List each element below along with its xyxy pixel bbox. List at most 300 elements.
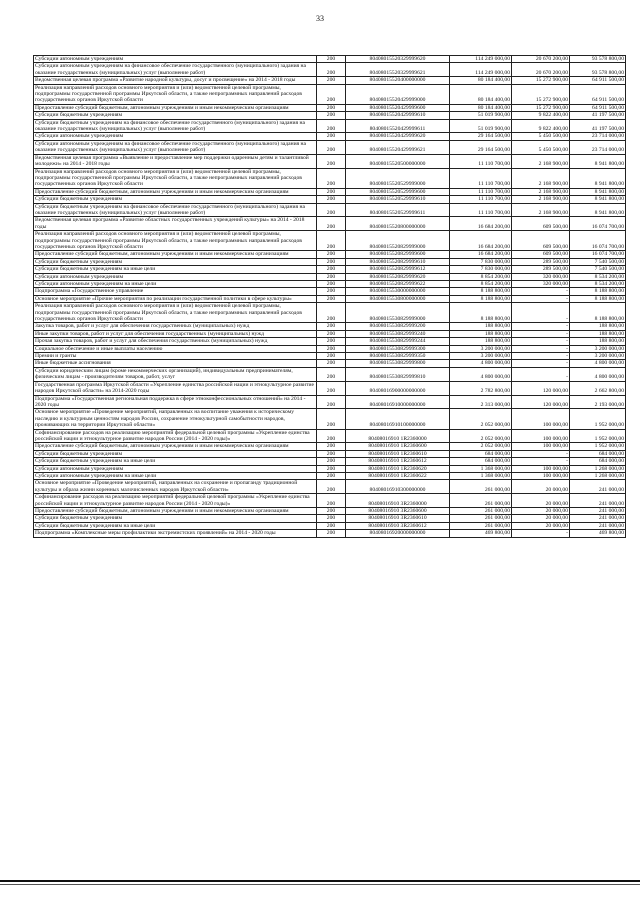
row-amount-1: 8 188 800,00 [450,288,512,295]
table-row [34,353,626,360]
row-classification-code: 80408015520529999600 [346,188,450,195]
row-name: Реализация направлений расходов основного мероприятия и (или) ведомственной целевой программы, подпрограммы государственной программы Иркутской области, а также непрограммных направлений расходов государственных органов Иркутской области [34,168,317,188]
row-code: 200 [317,251,346,258]
row-classification-code: 80408015520829999622 [346,281,450,288]
row-amount-2: 2 168 900,00 [512,203,570,217]
row-amount-2: - [512,458,570,465]
table-row [34,323,626,330]
budget-table-body [34,56,626,538]
row-amount-2: 120 000,00 [512,395,570,409]
row-amount-3: 188 800,00 [570,338,626,345]
row-amount-3: 41 197 500,00 [570,112,626,119]
row-amount-2: - [512,530,570,537]
budget-table [33,55,626,538]
row-code: 200 [317,288,346,295]
row-amount-2: - [512,330,570,337]
row-amount-3: 8 941 800,00 [570,188,626,195]
row-name: Основное мероприятие «Проведение мероприятий, направленных на сохранение и пропаганду традиционной культуры и образа жизни коренных малочисленных народов Иркутской области» [34,480,317,494]
row-amount-3: 16 074 700,00 [570,217,626,231]
row-amount-2: 2 168 900,00 [512,154,570,168]
row-amount-2: - [512,360,570,367]
table-row [34,104,626,111]
row-classification-code: 80408015530829999200 [346,323,450,330]
row-amount-3: 16 074 700,00 [570,231,626,251]
table-row [34,303,626,323]
row-amount-3: 7 540 500,00 [570,258,626,265]
row-amount-3: 3 200 000,00 [570,353,626,360]
row-code: 200 [317,104,346,111]
row-code: 200 [317,217,346,231]
row-amount-1: 4 800 000,00 [450,360,512,367]
bottom-border [0,880,640,882]
row-classification-code: 80408015520829999610 [346,258,450,265]
row-amount-1: 11 110 700,00 [450,188,512,195]
table-row [34,154,626,168]
row-amount-2: 15 272 900,00 [512,77,570,84]
table-row [34,494,626,508]
row-classification-code: 80408015530829999300 [346,345,450,352]
table-row [34,281,626,288]
row-classification-code: 80408015530829999810 [346,367,450,381]
row-amount-2: - [512,323,570,330]
row-classification-code: 80408016910 1R2360612 [346,458,450,465]
row-amount-3: 8 534 200,00 [570,281,626,288]
row-name: Иные бюджетные ассигнования [34,360,317,367]
table-row [34,288,626,295]
table-row [34,338,626,345]
row-amount-1: 8 188 800,00 [450,295,512,302]
table-row [34,480,626,494]
row-code: 200 [317,522,346,529]
row-amount-2: 20 000,00 [512,522,570,529]
row-classification-code: 80408015530829999244 [346,338,450,345]
row-amount-3: 188 800,00 [570,323,626,330]
row-amount-2: 100 000,00 [512,443,570,450]
row-name: Субсидии автономным учреждениям [34,133,317,140]
row-name: Софинансирование расходов на реализацию мероприятий федеральной целевой программы «Укрепление единства российской нации и этнокультурное развитие народов России (2014 - 2020 годы)» [34,494,317,508]
row-amount-1: 261 000,00 [450,508,512,515]
table-row [34,119,626,133]
row-code: 200 [317,266,346,273]
row-code: 200 [317,480,346,494]
row-amount-3: 1 952 000,00 [570,443,626,450]
budget-table-container [33,55,625,538]
row-amount-1: 2 052 000,00 [450,443,512,450]
row-classification-code: 80408015520800000000 [346,217,450,231]
row-classification-code: 80408015530000000000 [346,288,450,295]
row-code: 200 [317,112,346,119]
row-amount-3: 241 000,00 [570,515,626,522]
row-name: Субсидии бюджетным учреждениям на иные цели [34,458,317,465]
row-amount-1: 4 800 000,00 [450,367,512,381]
row-amount-3: 8 534 200,00 [570,273,626,280]
row-amount-3: 16 074 700,00 [570,251,626,258]
table-row [34,522,626,529]
table-row [34,508,626,515]
row-amount-3: 241 000,00 [570,508,626,515]
row-classification-code: 80408016910 1R2360600 [346,443,450,450]
row-amount-1: 261 000,00 [450,522,512,529]
row-amount-2: 2 168 900,00 [512,196,570,203]
row-name: Субсидии автономным учреждениям на финансовое обеспечение государственного (муниципального) задания на оказание государственных (муниципальных) услуг (выполнение работ) [34,63,317,77]
row-code: 200 [317,367,346,381]
row-name: Субсидии автономным учреждениям на финансовое обеспечение государственного (муниципального) задания на оказание государственных (муниципальных) услуг (выполнение работ) [34,140,317,154]
row-code: 200 [317,56,346,63]
row-amount-2: - [512,450,570,457]
row-amount-1: 8 854 200,00 [450,273,512,280]
table-row [34,360,626,367]
row-amount-3: 64 911 500,00 [570,84,626,104]
row-amount-1: 3 200 000,00 [450,353,512,360]
row-code: 200 [317,168,346,188]
row-amount-3: 1 952 000,00 [570,429,626,443]
row-amount-1: 261 000,00 [450,480,512,494]
row-amount-1: 188 800,00 [450,338,512,345]
row-amount-1: 2 052 000,00 [450,409,512,429]
row-amount-3: 93 578 800,00 [570,56,626,63]
row-amount-1: 16 684 200,00 [450,231,512,251]
row-code: 200 [317,273,346,280]
row-name: Иные закупки товаров, работ и услуг для обеспечения государственных (муниципальных) нужд [34,330,317,337]
row-name: Закупка товаров, работ и услуг для обеспечения государственных (муниципальных) нужд [34,323,317,330]
row-amount-1: 7 830 000,00 [450,258,512,265]
row-classification-code: 80408016910 1R2360610 [346,450,450,457]
row-name: Прочая закупка товаров, работ и услуг для обеспечения государственных (муниципальных) нужд [34,338,317,345]
row-amount-1: 29 164 500,00 [450,133,512,140]
row-code: 200 [317,515,346,522]
row-classification-code: 80408015520829999000 [346,231,450,251]
row-code: 200 [317,409,346,429]
row-code: 200 [317,465,346,472]
row-code: 200 [317,77,346,84]
row-amount-1: 2 313 000,00 [450,395,512,409]
row-amount-2: 289 500,00 [512,258,570,265]
row-classification-code: 80408015520429999610 [346,112,450,119]
row-classification-code: 80408015520400000000 [346,77,450,84]
row-amount-2: 100 000,00 [512,465,570,472]
table-row [34,140,626,154]
row-code: 200 [317,84,346,104]
row-amount-2: 20 000,00 [512,508,570,515]
row-classification-code: 80408015530800000000 [346,295,450,302]
row-amount-2: 20 000,00 [512,494,570,508]
table-row [34,345,626,352]
row-code: 200 [317,323,346,330]
row-name: Субсидии автономным учреждениям [34,273,317,280]
row-code: 200 [317,443,346,450]
row-code: 200 [317,530,346,537]
row-amount-3: 241 000,00 [570,522,626,529]
row-classification-code: 80408015520829999620 [346,273,450,280]
row-amount-1: 80 184 400,00 [450,104,512,111]
row-amount-3: 241 000,00 [570,494,626,508]
row-classification-code: 80408015520329999621 [346,63,450,77]
row-amount-2: 5 450 500,00 [512,133,570,140]
row-code: 200 [317,381,346,395]
row-code: 200 [317,63,346,77]
row-name: Предоставление субсидий бюджетным, автономным учреждениям и иным некоммерческим организациям [34,104,317,111]
row-classification-code: 80408016910 3R2360612 [346,522,450,529]
row-amount-3: 41 197 500,00 [570,119,626,133]
row-code: 200 [317,494,346,508]
row-classification-code: 80408015520429999620 [346,133,450,140]
row-amount-2: - [512,288,570,295]
row-amount-2: 100 000,00 [512,409,570,429]
row-amount-2: 320 000,00 [512,273,570,280]
row-amount-2: 9 822 400,00 [512,119,570,133]
row-amount-3: 684 000,00 [570,458,626,465]
row-name: Подпрограмма «Комплексные меры профилактики экстремистских проявлений» на 2014 - 2020 годы [34,530,317,537]
row-classification-code: 80408015520529999000 [346,168,450,188]
row-name: Субсидии бюджетным учреждениям [34,450,317,457]
table-row [34,251,626,258]
row-code: 200 [317,133,346,140]
row-classification-code: 80408015530829999000 [346,303,450,323]
row-amount-3: 8 941 800,00 [570,196,626,203]
row-amount-1: 3 200 000,00 [450,345,512,352]
row-name: Ведомственная целевая программа «Развитие областных государственных учреждений культуры» на 2014 - 2018 годы [34,217,317,231]
row-amount-1: 51 019 900,00 [450,112,512,119]
row-amount-2: 15 272 900,00 [512,84,570,104]
table-row [34,409,626,429]
table-row [34,77,626,84]
row-amount-2: - [512,367,570,381]
row-name: Софинансирование расходов на реализацию мероприятий федеральной целевой программы «Укрепление единства российской нации и этнокультурное развитие народов России (2014 - 2020 годы)» [34,429,317,443]
row-amount-3: 8 941 800,00 [570,154,626,168]
row-code: 200 [317,360,346,367]
row-classification-code: 80408016910 1R2360622 [346,472,450,479]
table-row [34,133,626,140]
row-amount-2: 20 670 200,00 [512,56,570,63]
row-amount-1: 188 800,00 [450,323,512,330]
row-name: Субсидии бюджетным учреждениям [34,112,317,119]
row-amount-3: 1 952 000,00 [570,409,626,429]
row-code: 200 [317,450,346,457]
row-amount-2: 2 168 900,00 [512,168,570,188]
row-amount-2: 100 000,00 [512,429,570,443]
row-amount-1: 1 368 000,00 [450,472,512,479]
row-amount-3: 7 540 500,00 [570,266,626,273]
table-row [34,450,626,457]
row-amount-3: 188 800,00 [570,330,626,337]
row-amount-3: 2 662 800,00 [570,381,626,395]
table-row [34,395,626,409]
row-amount-2: 9 822 400,00 [512,112,570,119]
row-name: Предоставление субсидий бюджетным, автономным учреждениям и иным некоммерческим организациям [34,508,317,515]
row-name: Субсидии бюджетным учреждениям [34,515,317,522]
table-row [34,63,626,77]
row-name: Субсидии бюджетным учреждениям на иные цели [34,522,317,529]
row-classification-code: 80408016910100000000 [346,409,450,429]
table-row [34,515,626,522]
row-amount-2: - [512,295,570,302]
table-row [34,203,626,217]
table-row [34,381,626,395]
row-amount-3: 684 000,00 [570,450,626,457]
row-amount-1: 1 368 000,00 [450,465,512,472]
row-amount-1: 684 000,00 [450,450,512,457]
row-amount-2: 5 450 500,00 [512,140,570,154]
table-row [34,530,626,537]
row-classification-code: 80408016910000000000 [346,395,450,409]
row-amount-3: 8 941 800,00 [570,168,626,188]
bottom-border-secondary [0,884,640,885]
row-amount-3: 1 268 000,00 [570,465,626,472]
row-name: Субсидии бюджетным учреждениям на финансовое обеспечение государственного (муниципального) задания на оказание государственных (муниципальных) услуг (выполнение работ) [34,119,317,133]
row-code: 200 [317,188,346,195]
row-name: Реализация направлений расходов основного мероприятия и (или) ведомственной целевой программы, подпрограммы государственной программы Иркутской области, а также непрограммных направлений расходов государственных органов Иркутской области [34,231,317,251]
row-classification-code: 80408016920000000000 [346,530,450,537]
table-row [34,258,626,265]
table-row [34,295,626,302]
row-amount-2: 289 500,00 [512,266,570,273]
row-amount-2: 609 500,00 [512,231,570,251]
table-row [34,330,626,337]
row-amount-2: - [512,353,570,360]
row-amount-3: 8 188 800,00 [570,295,626,302]
row-amount-3: 93 578 800,00 [570,63,626,77]
row-amount-1: 16 684 200,00 [450,217,512,231]
row-classification-code: 80408015530829999800 [346,360,450,367]
row-code: 200 [317,472,346,479]
row-classification-code: 80408015520429999600 [346,104,450,111]
row-amount-1: 11 110 700,00 [450,203,512,217]
row-amount-1: 11 110 700,00 [450,168,512,188]
row-amount-1: 114 249 000,00 [450,56,512,63]
row-amount-1: 261 000,00 [450,515,512,522]
row-name: Субсидии юридическим лицам (кроме некоммерческих организаций), индивидуальным предпринимателям, физическим лицам - производителям товаров, работ, услуг [34,367,317,381]
row-amount-2: - [512,303,570,323]
row-amount-3: 4 800 000,00 [570,367,626,381]
row-code: 200 [317,140,346,154]
row-name: Государственная программа Иркутской области «Укрепление единства российской нации и этнокультурное развитие народов Иркутской области» на 2014-2020 годы [34,381,317,395]
row-amount-2: 20 000,00 [512,480,570,494]
row-code: 200 [317,203,346,217]
row-name: Ведомственная целевая программа «Развитие народной культуры, досуг и просвещение» на 2014 - 2018 годы [34,77,317,84]
row-name: Субсидии автономным учреждениям [34,56,317,63]
row-name: Предоставление субсидий бюджетным, автономным учреждениям и иным некоммерческим организациям [34,251,317,258]
table-row [34,429,626,443]
row-classification-code: 80408015520329999620 [346,56,450,63]
row-name: Реализация направлений расходов основного мероприятия и (или) ведомственной целевой программы, подпрограммы государственной программы Иркутской области, а также непрограммных направлений расходов государственных органов Иркутской области [34,84,317,104]
row-amount-1: 11 110 700,00 [450,154,512,168]
row-amount-1: 261 000,00 [450,494,512,508]
table-row [34,465,626,472]
row-classification-code: 80408015520500000000 [346,154,450,168]
row-amount-2: 120 000,00 [512,381,570,395]
table-row [34,472,626,479]
row-amount-2: 609 500,00 [512,217,570,231]
row-name: Основное мероприятие «Прочие мероприятия по реализации государственной политики в сфере культуры» [34,295,317,302]
row-amount-3: 8 188 800,00 [570,303,626,323]
row-classification-code: 80408015520529999610 [346,196,450,203]
row-code: 200 [317,303,346,323]
row-amount-1: 16 684 200,00 [450,251,512,258]
row-name: Реализация направлений расходов основного мероприятия и (или) ведомственной целевой программы, подпрограммы государственной программы Иркутской области, а также непрограммных направлений расходов государственных органов Иркутской области [34,303,317,323]
row-code: 200 [317,353,346,360]
row-amount-3: 23 714 000,00 [570,133,626,140]
row-amount-2: 320 000,00 [512,281,570,288]
row-amount-2: 2 168 900,00 [512,188,570,195]
row-amount-1: 8 188 800,00 [450,303,512,323]
row-amount-3: 3 200 000,00 [570,345,626,352]
row-classification-code: 80408015520829999600 [346,251,450,258]
row-classification-code: 80408015520829999612 [346,266,450,273]
row-code: 200 [317,281,346,288]
row-code: 200 [317,295,346,302]
row-classification-code: 80408016910 3R2360610 [346,515,450,522]
row-amount-3: 8 188 800,00 [570,288,626,295]
row-amount-3: 8 941 800,00 [570,203,626,217]
row-name: Премии и гранты [34,353,317,360]
row-classification-code: 80408016900000000000 [346,381,450,395]
row-amount-2: 20 670 200,00 [512,63,570,77]
row-amount-1: 8 854 200,00 [450,281,512,288]
row-name: Подпрограмма «Государственная региональная поддержка в сфере этноконфессиональных отношений» на 2014 - 2020 годы [34,395,317,409]
row-amount-1: 114 249 000,00 [450,63,512,77]
row-amount-1: 7 830 000,00 [450,266,512,273]
row-name: Предоставление субсидий бюджетным, автономным учреждениям и иным некоммерческим организациям [34,443,317,450]
row-amount-1: 684 000,00 [450,458,512,465]
row-code: 200 [317,258,346,265]
row-amount-1: 2 052 000,00 [450,429,512,443]
table-row [34,231,626,251]
row-classification-code: 80408015520429999621 [346,140,450,154]
table-row [34,84,626,104]
table-row [34,266,626,273]
row-classification-code: 80408016910300000000 [346,480,450,494]
table-row [34,188,626,195]
row-name: Субсидии бюджетным учреждениям на иные цели [34,266,317,273]
row-name: Основное мероприятие «Проведение мероприятий, направленных на воспитание уважения к историческому наследию и культурным ценностям народов России, сохранение этнокультурной самобытности народов, проживающих на территории Иркутской области» [34,409,317,429]
row-amount-2: 100 000,00 [512,472,570,479]
row-code: 200 [317,330,346,337]
row-amount-1: 11 110 700,00 [450,196,512,203]
row-amount-1: 51 019 900,00 [450,119,512,133]
row-code: 200 [317,458,346,465]
row-code: 200 [317,196,346,203]
page-number: 33 [316,14,324,23]
row-name: Субсидии автономным учреждениям [34,465,317,472]
row-code: 200 [317,345,346,352]
table-row [34,217,626,231]
row-name: Предоставление субсидий бюджетным, автономным учреждениям и иным некоммерческим организациям [34,188,317,195]
row-name: Подпрограмма «Государственное управление [34,288,317,295]
row-amount-2: 20 000,00 [512,515,570,522]
row-code: 200 [317,231,346,251]
table-row [34,56,626,63]
row-classification-code: 80408016910 3R2360600 [346,508,450,515]
table-row [34,367,626,381]
row-amount-3: 64 911 500,00 [570,77,626,84]
table-row [34,273,626,280]
row-amount-1: 80 184 400,00 [450,84,512,104]
row-name: Субсидии автономным учреждениям на иные цели [34,472,317,479]
row-code: 200 [317,119,346,133]
row-amount-1: 188 800,00 [450,330,512,337]
row-classification-code: 80408016910 1R2360000 [346,429,450,443]
row-classification-code: 80408016910 3R2360000 [346,494,450,508]
row-classification-code: 80408015520529999611 [346,203,450,217]
row-name: Субсидии бюджетным учреждениям на финансовое обеспечение государственного (муниципального) задания на оказание государственных (муниципальных) услуг (выполнение работ) [34,203,317,217]
row-code: 200 [317,508,346,515]
table-row [34,168,626,188]
row-classification-code: 80408015530829999350 [346,353,450,360]
table-row [34,443,626,450]
row-amount-2: - [512,338,570,345]
row-amount-2: 15 272 900,00 [512,104,570,111]
row-classification-code: 80408015520429999000 [346,84,450,104]
